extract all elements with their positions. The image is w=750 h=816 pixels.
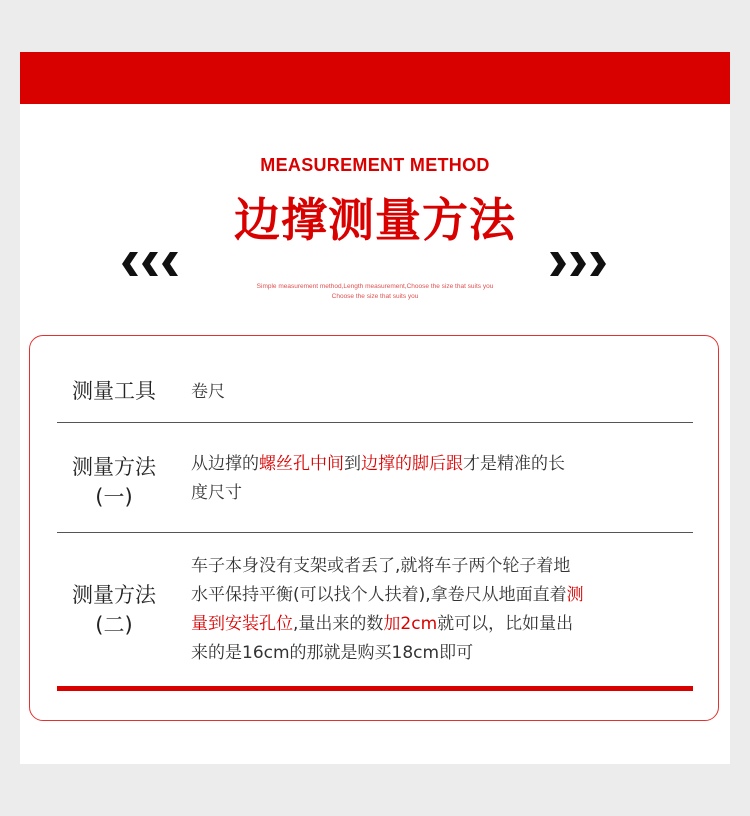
row-label-method-1-line2: (一) <box>95 485 133 509</box>
method-2-line-2-text: 水平保持平衡(可以找个人扶着),拿卷尺从地面直着 <box>191 585 567 605</box>
row-divider <box>57 532 693 533</box>
method-2-line-3-text-b: 就可以，比如量出 <box>437 614 574 634</box>
row-label-tool: 测量工具 <box>72 379 156 403</box>
row-label-method-2-line1: 测量方法 <box>72 583 156 607</box>
row-label-method-1 <box>48 452 180 512</box>
subtitle-line-1: Simple measurement method,Length measurement,Choose the size that suits you <box>256 283 494 290</box>
method-1-text-c: 才是精准的长 <box>463 454 565 474</box>
subtitle-line-2: Choose the size that suits you <box>331 293 419 300</box>
method-1-text-a: 从边撑的 <box>191 454 259 474</box>
method-1-line-2: 度尺寸 <box>191 483 242 503</box>
triple-chevron-right-icon <box>546 244 612 284</box>
method-2-line-3-highlight-a: 量到安装孔位 <box>191 614 293 634</box>
method-1-highlight-a: 螺丝孔中间 <box>259 454 344 474</box>
method-2-line-3 <box>191 610 661 639</box>
triple-chevron-left-icon <box>116 244 182 284</box>
method-1-text-b: 到 <box>344 454 361 474</box>
row-text-tool: 卷尺 <box>191 382 225 402</box>
method-2-line-2-highlight: 测 <box>566 585 584 605</box>
measurement-panel <box>29 335 719 721</box>
method-1-line-1 <box>191 450 661 479</box>
subtitle-text <box>20 282 730 302</box>
method-2-line-3-text-a: ,量出来的数 <box>293 614 384 634</box>
method-1-highlight-b: 边撑的脚后跟 <box>361 454 463 474</box>
method-2-line-2 <box>191 581 661 610</box>
method-2-line-3-highlight-b: 加2cm <box>383 614 438 634</box>
row-text-method-2 <box>191 552 661 668</box>
row-label-method-2-line2: (二) <box>95 613 133 637</box>
english-title: MEASUREMENT METHOD <box>260 155 490 175</box>
method-2-line-1: 车子本身没有支架或者丢了,就将车子两个轮子着地 <box>191 556 571 576</box>
top-red-banner <box>20 52 730 104</box>
bottom-red-rule <box>57 686 693 691</box>
row-text-method-1 <box>191 450 661 508</box>
content-card <box>20 52 730 764</box>
row-label-method-2 <box>48 580 180 640</box>
method-2-line-4: 来的是16cm的那就是购买18cm即可 <box>191 643 474 663</box>
row-divider <box>57 422 693 423</box>
chinese-title: 边撑测量方法 <box>234 193 516 247</box>
row-label-method-1-line1: 测量方法 <box>72 455 156 479</box>
